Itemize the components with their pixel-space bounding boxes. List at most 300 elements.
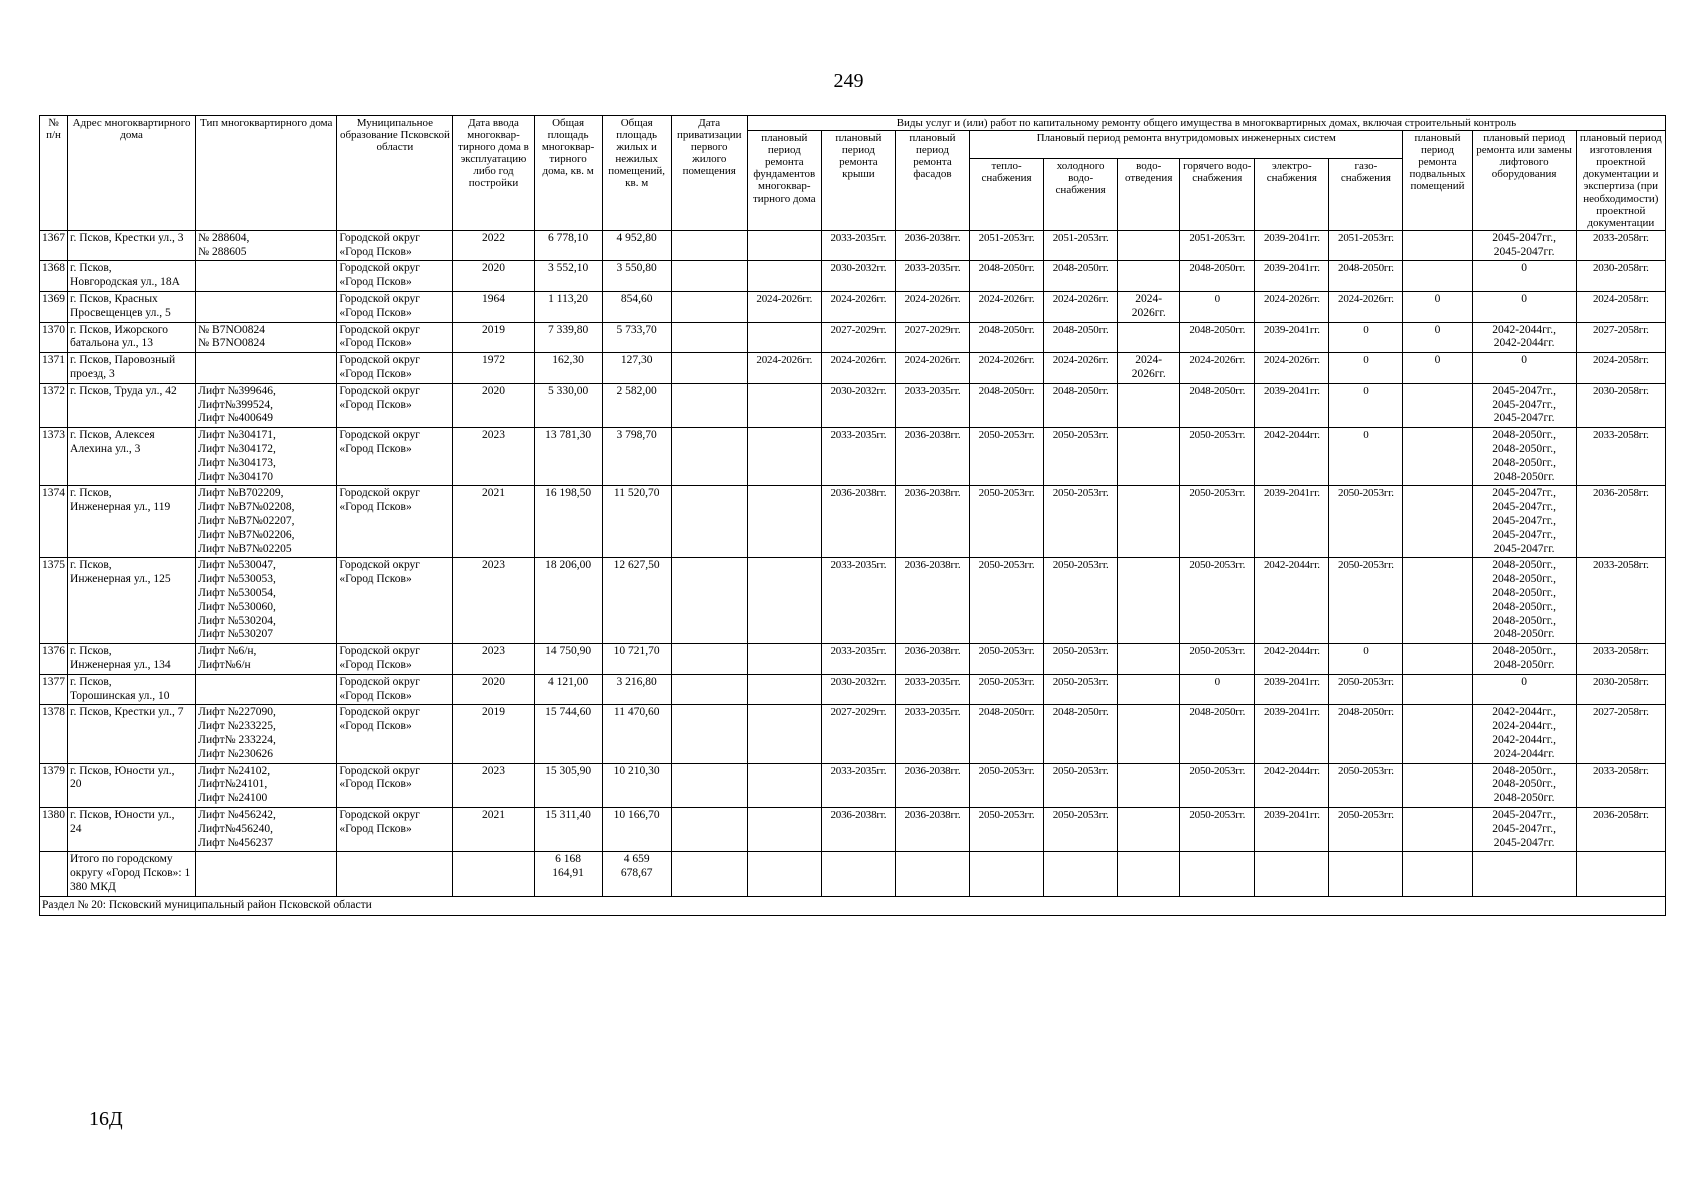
basement-cell: 0	[1403, 292, 1472, 323]
total-empty-cell	[821, 852, 895, 896]
drainage-cell	[1118, 705, 1180, 763]
cold-water-cell: 2050-2053гг.	[1044, 674, 1118, 705]
header-facade: плановый период ремонта фасадов	[895, 131, 969, 231]
total-empty-cell	[895, 852, 969, 896]
facade-cell: 2036-2038гг.	[895, 428, 969, 486]
table-row	[40, 261, 1666, 292]
foundation-cell	[747, 261, 821, 292]
privatization-cell	[671, 674, 747, 705]
roof-cell: 2027-2029гг.	[821, 322, 895, 353]
roof-cell: 2033-2035гг.	[821, 644, 895, 675]
privatization-cell	[671, 261, 747, 292]
row-number: 1380	[40, 807, 68, 851]
table-body	[40, 230, 1666, 851]
drainage-cell	[1118, 261, 1180, 292]
date-input-cell: 2022	[453, 230, 534, 261]
elevator-cell: 0	[1472, 353, 1576, 384]
roof-cell: 2030-2032гг.	[821, 383, 895, 427]
house-type-cell: Лифт №В702209, Лифт №В7№02208, Лифт №В7№02207, Лифт №В7№02206, Лифт №В7№02205	[196, 486, 337, 558]
total-area-cell: 4 121,00	[534, 674, 602, 705]
house-type-cell: Лифт №227090, Лифт №233225, Лифт№ 233224, Лифт №230626	[196, 705, 337, 763]
facade-cell: 2036-2038гг.	[895, 230, 969, 261]
address-cell: г. Псков, Торошинская ул., 10	[68, 674, 196, 705]
electric-cell: 2024-2026гг.	[1255, 292, 1329, 323]
foundation-cell: 2024-2026гг.	[747, 353, 821, 384]
total-row	[40, 852, 1666, 896]
electric-cell: 2039-2041гг.	[1255, 486, 1329, 558]
electric-cell: 2039-2041гг.	[1255, 230, 1329, 261]
total-area-cell: 162,30	[534, 353, 602, 384]
elevator-cell: 2045-2047гг., 2045-2047гг., 2045-2047гг., 2045-2047гг., 2045-2047гг.	[1472, 486, 1576, 558]
municipality-cell: Городской округ «Город Псков»	[337, 763, 453, 807]
cold-water-cell: 2048-2050гг.	[1044, 322, 1118, 353]
drainage-cell	[1118, 644, 1180, 675]
design-cell: 2030-2058гг.	[1576, 674, 1665, 705]
heat-cell: 2024-2026гг.	[970, 292, 1044, 323]
design-cell: 2027-2058гг.	[1576, 322, 1665, 353]
total-area-cell: 7 339,80	[534, 322, 602, 353]
total-empty-cell	[1180, 852, 1255, 896]
living-area-cell: 10 166,70	[602, 807, 671, 851]
heat-cell: 2048-2050гг.	[970, 261, 1044, 292]
hot-water-cell: 2050-2053гг.	[1180, 807, 1255, 851]
hot-water-cell: 2050-2053гг.	[1180, 486, 1255, 558]
header-municipality: Муниципальное образование Псковской области	[337, 116, 453, 231]
basement-cell	[1403, 674, 1472, 705]
elevator-cell: 0	[1472, 292, 1576, 323]
section-row	[40, 896, 1666, 915]
roof-cell: 2030-2032гг.	[821, 674, 895, 705]
total-total-area: 6 168 164,91	[534, 852, 602, 896]
total-mun-cell	[337, 852, 453, 896]
living-area-cell: 3 798,70	[602, 428, 671, 486]
total-empty-cell	[747, 852, 821, 896]
total-empty-cell	[1403, 852, 1472, 896]
total-area-cell: 15 305,90	[534, 763, 602, 807]
living-area-cell: 2 582,00	[602, 383, 671, 427]
footer-code: 16Д	[89, 1108, 123, 1130]
address-cell: г. Псков, Паровозный проезд, 3	[68, 353, 196, 384]
roof-cell: 2027-2029гг.	[821, 705, 895, 763]
municipality-cell: Городской округ «Город Псков»	[337, 353, 453, 384]
design-cell: 2030-2058гг.	[1576, 261, 1665, 292]
roof-cell: 2024-2026гг.	[821, 292, 895, 323]
total-area-cell: 1 113,20	[534, 292, 602, 323]
header-date-input: Дата ввода многоквар-тирного дома в эксплуатацию либо год постройки	[453, 116, 534, 231]
header-row-1	[40, 116, 1666, 131]
gas-cell: 0	[1329, 322, 1403, 353]
drainage-cell	[1118, 322, 1180, 353]
address-cell: г. Псков, Инженерная ул., 125	[68, 558, 196, 644]
house-type-cell: Лифт №304171, Лифт №304172, Лифт №304173, Лифт №304170	[196, 428, 337, 486]
elevator-cell: 2045-2047гг., 2045-2047гг., 2045-2047гг.	[1472, 383, 1576, 427]
foundation-cell	[747, 383, 821, 427]
total-area-cell: 16 198,50	[534, 486, 602, 558]
municipality-cell: Городской округ «Город Псков»	[337, 807, 453, 851]
table-row	[40, 383, 1666, 427]
total-area-cell: 3 552,10	[534, 261, 602, 292]
design-cell: 2024-2058гг.	[1576, 353, 1665, 384]
table-row	[40, 763, 1666, 807]
municipality-cell: Городской округ «Город Псков»	[337, 558, 453, 644]
address-cell: г. Псков, Инженерная ул., 134	[68, 644, 196, 675]
total-empty-cell	[671, 852, 747, 896]
house-type-cell: Лифт №6/н, Лифт№6/н	[196, 644, 337, 675]
privatization-cell	[671, 644, 747, 675]
header-design: плановый период изготовления проектной документации и экспертиза (при необходимости) проектной документации	[1576, 131, 1665, 231]
drainage-cell: 2024- 2026гг.	[1118, 292, 1180, 323]
foundation-cell: 2024-2026гг.	[747, 292, 821, 323]
header-address: Адрес многоквартирного дома	[68, 116, 196, 231]
total-label: Итого по городскому округу «Город Псков»: 1 380 МКД	[68, 852, 196, 896]
table-row	[40, 558, 1666, 644]
gas-cell: 0	[1329, 644, 1403, 675]
facade-cell: 2036-2038гг.	[895, 558, 969, 644]
facade-cell: 2036-2038гг.	[895, 763, 969, 807]
gas-cell: 2050-2053гг.	[1329, 674, 1403, 705]
foundation-cell	[747, 763, 821, 807]
date-input-cell: 2020	[453, 383, 534, 427]
cold-water-cell: 2024-2026гг.	[1044, 292, 1118, 323]
row-number: 1375	[40, 558, 68, 644]
header-heat: тепло-снабжения	[970, 158, 1044, 230]
heat-cell: 2050-2053гг.	[970, 486, 1044, 558]
municipality-cell: Городской округ «Город Псков»	[337, 644, 453, 675]
address-cell: г. Псков, Юности ул., 20	[68, 763, 196, 807]
total-living-area: 4 659 678,67	[602, 852, 671, 896]
hot-water-cell: 0	[1180, 292, 1255, 323]
drainage-cell	[1118, 383, 1180, 427]
house-type-cell: Лифт №456242, Лифт№456240, Лифт №456237	[196, 807, 337, 851]
basement-cell	[1403, 428, 1472, 486]
date-input-cell: 2023	[453, 644, 534, 675]
facade-cell: 2033-2035гг.	[895, 705, 969, 763]
total-date-cell	[453, 852, 534, 896]
date-input-cell: 2023	[453, 428, 534, 486]
hot-water-cell: 2050-2053гг.	[1180, 558, 1255, 644]
heat-cell: 2050-2053гг.	[970, 674, 1044, 705]
house-type-cell	[196, 353, 337, 384]
total-num-cell	[40, 852, 68, 896]
page-number: 249	[833, 70, 864, 92]
privatization-cell	[671, 807, 747, 851]
hot-water-cell: 2048-2050гг.	[1180, 705, 1255, 763]
gas-cell: 2050-2053гг.	[1329, 763, 1403, 807]
header-drainage: водо-отведения	[1118, 158, 1180, 230]
address-cell: г. Псков, Труда ул., 42	[68, 383, 196, 427]
cold-water-cell: 2050-2053гг.	[1044, 428, 1118, 486]
privatization-cell	[671, 353, 747, 384]
table-row	[40, 486, 1666, 558]
drainage-cell	[1118, 807, 1180, 851]
foundation-cell	[747, 807, 821, 851]
row-number: 1371	[40, 353, 68, 384]
cold-water-cell: 2051-2053гг.	[1044, 230, 1118, 261]
basement-cell: 0	[1403, 322, 1472, 353]
total-empty-cell	[970, 852, 1044, 896]
basement-cell	[1403, 558, 1472, 644]
total-empty-cell	[1472, 852, 1576, 896]
design-cell: 2033-2058гг.	[1576, 428, 1665, 486]
house-type-cell: Лифт №399646, Лифт№399524, Лифт №400649	[196, 383, 337, 427]
municipality-cell: Городской округ «Город Псков»	[337, 383, 453, 427]
date-input-cell: 2019	[453, 705, 534, 763]
hot-water-cell: 2050-2053гг.	[1180, 644, 1255, 675]
hot-water-cell: 2024-2026гг.	[1180, 353, 1255, 384]
elevator-cell: 2042-2044гг., 2042-2044гг.	[1472, 322, 1576, 353]
total-empty-cell	[1576, 852, 1665, 896]
roof-cell: 2024-2026гг.	[821, 353, 895, 384]
table-row	[40, 292, 1666, 323]
drainage-cell	[1118, 558, 1180, 644]
electric-cell: 2042-2044гг.	[1255, 558, 1329, 644]
municipality-cell: Городской округ «Город Псков»	[337, 674, 453, 705]
foundation-cell	[747, 230, 821, 261]
hot-water-cell: 0	[1180, 674, 1255, 705]
basement-cell	[1403, 230, 1472, 261]
house-type-cell: № 288604, № 288605	[196, 230, 337, 261]
facade-cell: 2033-2035гг.	[895, 261, 969, 292]
design-cell: 2033-2058гг.	[1576, 230, 1665, 261]
house-type-cell: Лифт №24102, Лифт№24101, Лифт №24100	[196, 763, 337, 807]
header-type: Тип многоквартирного дома	[196, 116, 337, 231]
roof-cell: 2033-2035гг.	[821, 558, 895, 644]
table-row	[40, 428, 1666, 486]
municipality-cell: Городской округ «Город Псков»	[337, 428, 453, 486]
gas-cell: 2051-2053гг.	[1329, 230, 1403, 261]
cold-water-cell: 2050-2053гг.	[1044, 763, 1118, 807]
roof-cell: 2033-2035гг.	[821, 230, 895, 261]
elevator-cell: 2048-2050гг., 2048-2050гг.	[1472, 644, 1576, 675]
heat-cell: 2048-2050гг.	[970, 322, 1044, 353]
facade-cell: 2036-2038гг.	[895, 807, 969, 851]
total-area-cell: 14 750,90	[534, 644, 602, 675]
header-foundation: плановый период ремонта фундаментов многоквар-тирного дома	[747, 131, 821, 231]
heat-cell: 2050-2053гг.	[970, 807, 1044, 851]
address-cell: г. Псков, Инженерная ул., 119	[68, 486, 196, 558]
electric-cell: 2039-2041гг.	[1255, 322, 1329, 353]
date-input-cell: 1972	[453, 353, 534, 384]
electric-cell: 2039-2041гг.	[1255, 383, 1329, 427]
design-cell: 2033-2058гг.	[1576, 763, 1665, 807]
header-systems-group: Плановый период ремонта внутридомовых инженерных систем	[970, 131, 1403, 159]
hot-water-cell: 2048-2050гг.	[1180, 322, 1255, 353]
foundation-cell	[747, 644, 821, 675]
address-cell: г. Псков, Крестки ул., 7	[68, 705, 196, 763]
heat-cell: 2051-2053гг.	[970, 230, 1044, 261]
date-input-cell: 2023	[453, 763, 534, 807]
total-area-cell: 5 330,00	[534, 383, 602, 427]
privatization-cell	[671, 763, 747, 807]
header-electric: электро-снабжения	[1255, 158, 1329, 230]
living-area-cell: 127,30	[602, 353, 671, 384]
living-area-cell: 3 216,80	[602, 674, 671, 705]
design-cell: 2033-2058гг.	[1576, 644, 1665, 675]
gas-cell: 0	[1329, 428, 1403, 486]
cold-water-cell: 2048-2050гг.	[1044, 261, 1118, 292]
heat-cell: 2050-2053гг.	[970, 558, 1044, 644]
elevator-cell: 2048-2050гг., 2048-2050гг., 2048-2050гг., 2048-2050гг., 2048-2050гг., 2048-2050гг.	[1472, 558, 1576, 644]
table-row	[40, 322, 1666, 353]
privatization-cell	[671, 428, 747, 486]
hot-water-cell: 2048-2050гг.	[1180, 383, 1255, 427]
electric-cell: 2039-2041гг.	[1255, 674, 1329, 705]
municipality-cell: Городской округ «Город Псков»	[337, 705, 453, 763]
basement-cell	[1403, 261, 1472, 292]
date-input-cell: 2023	[453, 558, 534, 644]
hot-water-cell: 2050-2053гг.	[1180, 763, 1255, 807]
header-privatization: Дата приватизации первого жилого помещения	[671, 116, 747, 231]
basement-cell	[1403, 807, 1472, 851]
total-area-cell: 13 781,30	[534, 428, 602, 486]
cold-water-cell: 2050-2053гг.	[1044, 486, 1118, 558]
row-number: 1379	[40, 763, 68, 807]
basement-cell	[1403, 383, 1472, 427]
design-cell: 2027-2058гг.	[1576, 705, 1665, 763]
address-cell: г. Псков, Ижорского батальона ул., 13	[68, 322, 196, 353]
facade-cell: 2033-2035гг.	[895, 674, 969, 705]
privatization-cell	[671, 292, 747, 323]
drainage-cell	[1118, 486, 1180, 558]
heat-cell: 2048-2050гг.	[970, 705, 1044, 763]
total-area-cell: 6 778,10	[534, 230, 602, 261]
total-empty-cell	[1329, 852, 1403, 896]
heat-cell: 2050-2053гг.	[970, 428, 1044, 486]
drainage-cell	[1118, 763, 1180, 807]
table-row	[40, 353, 1666, 384]
house-type-cell	[196, 261, 337, 292]
privatization-cell	[671, 383, 747, 427]
facade-cell: 2024-2026гг.	[895, 292, 969, 323]
foundation-cell	[747, 428, 821, 486]
roof-cell: 2036-2038гг.	[821, 807, 895, 851]
roof-cell: 2033-2035гг.	[821, 763, 895, 807]
design-cell: 2030-2058гг.	[1576, 383, 1665, 427]
header-basement: плановый период ремонта подвальных помещений	[1403, 131, 1472, 231]
header-total-area: Общая площадь многоквар-тирного дома, кв. м	[534, 116, 602, 231]
table-row	[40, 807, 1666, 851]
electric-cell: 2039-2041гг.	[1255, 705, 1329, 763]
row-number: 1372	[40, 383, 68, 427]
table-row	[40, 674, 1666, 705]
house-type-cell: № В7NO0824 № В7NO0824	[196, 322, 337, 353]
gas-cell: 2048-2050гг.	[1329, 705, 1403, 763]
header-living-area: Общая площадь жилых и нежилых помещений, кв. м	[602, 116, 671, 231]
living-area-cell: 5 733,70	[602, 322, 671, 353]
municipality-cell: Городской округ «Город Псков»	[337, 486, 453, 558]
facade-cell: 2024-2026гг.	[895, 353, 969, 384]
row-number: 1370	[40, 322, 68, 353]
row-number: 1378	[40, 705, 68, 763]
foundation-cell	[747, 705, 821, 763]
privatization-cell	[671, 558, 747, 644]
date-input-cell: 2020	[453, 261, 534, 292]
date-input-cell: 1964	[453, 292, 534, 323]
living-area-cell: 10 210,30	[602, 763, 671, 807]
house-type-cell	[196, 292, 337, 323]
gas-cell: 2024-2026гг.	[1329, 292, 1403, 323]
row-number: 1376	[40, 644, 68, 675]
living-area-cell: 4 952,80	[602, 230, 671, 261]
total-area-cell: 18 206,00	[534, 558, 602, 644]
total-type-cell	[196, 852, 337, 896]
table-row	[40, 230, 1666, 261]
elevator-cell: 2045-2047гг., 2045-2047гг., 2045-2047гг.	[1472, 807, 1576, 851]
header-roof: плановый период ремонта крыши	[821, 131, 895, 231]
foundation-cell	[747, 322, 821, 353]
facade-cell: 2027-2029гг.	[895, 322, 969, 353]
living-area-cell: 12 627,50	[602, 558, 671, 644]
design-cell: 2033-2058гг.	[1576, 558, 1665, 644]
address-cell: г. Псков, Крестки ул., 3	[68, 230, 196, 261]
house-type-cell: Лифт №530047, Лифт №530053, Лифт №530054, Лифт №530060, Лифт №530204, Лифт №530207	[196, 558, 337, 644]
date-input-cell: 2021	[453, 486, 534, 558]
elevator-cell: 0	[1472, 261, 1576, 292]
electric-cell: 2042-2044гг.	[1255, 428, 1329, 486]
cold-water-cell: 2048-2050гг.	[1044, 383, 1118, 427]
row-number: 1367	[40, 230, 68, 261]
header-gas: газо-снабжения	[1329, 158, 1403, 230]
table-row	[40, 644, 1666, 675]
drainage-cell	[1118, 674, 1180, 705]
electric-cell: 2039-2041гг.	[1255, 261, 1329, 292]
address-cell: г. Псков, Юности ул., 24	[68, 807, 196, 851]
heat-cell: 2048-2050гг.	[970, 383, 1044, 427]
hot-water-cell: 2048-2050гг.	[1180, 261, 1255, 292]
heat-cell: 2024-2026гг.	[970, 353, 1044, 384]
total-area-cell: 15 311,40	[534, 807, 602, 851]
electric-cell: 2024-2026гг.	[1255, 353, 1329, 384]
gas-cell: 2050-2053гг.	[1329, 486, 1403, 558]
row-number: 1369	[40, 292, 68, 323]
facade-cell: 2033-2035гг.	[895, 383, 969, 427]
address-cell: г. Псков, Новгородская ул., 18А	[68, 261, 196, 292]
capital-repair-table	[39, 115, 1666, 916]
municipality-cell: Городской округ «Город Псков»	[337, 322, 453, 353]
elevator-cell: 2045-2047гг., 2045-2047гг.	[1472, 230, 1576, 261]
gas-cell: 0	[1329, 383, 1403, 427]
privatization-cell	[671, 230, 747, 261]
total-empty-cell	[1044, 852, 1118, 896]
foundation-cell	[747, 674, 821, 705]
drainage-cell: 2024- 2026гг.	[1118, 353, 1180, 384]
foundation-cell	[747, 486, 821, 558]
design-cell: 2036-2058гг.	[1576, 486, 1665, 558]
cold-water-cell: 2048-2050гг.	[1044, 705, 1118, 763]
heat-cell: 2050-2053гг.	[970, 644, 1044, 675]
row-number: 1374	[40, 486, 68, 558]
total-area-cell: 15 744,60	[534, 705, 602, 763]
basement-cell: 0	[1403, 353, 1472, 384]
basement-cell	[1403, 486, 1472, 558]
cold-water-cell: 2024-2026гг.	[1044, 353, 1118, 384]
electric-cell: 2042-2044гг.	[1255, 763, 1329, 807]
privatization-cell	[671, 705, 747, 763]
row-number: 1373	[40, 428, 68, 486]
cold-water-cell: 2050-2053гг.	[1044, 558, 1118, 644]
date-input-cell: 2021	[453, 807, 534, 851]
roof-cell: 2033-2035гг.	[821, 428, 895, 486]
elevator-cell: 2048-2050гг., 2048-2050гг., 2048-2050гг.	[1472, 763, 1576, 807]
electric-cell: 2042-2044гг.	[1255, 644, 1329, 675]
gas-cell: 2050-2053гг.	[1329, 807, 1403, 851]
roof-cell: 2036-2038гг.	[821, 486, 895, 558]
drainage-cell	[1118, 428, 1180, 486]
living-area-cell: 11 470,60	[602, 705, 671, 763]
table-row	[40, 705, 1666, 763]
heat-cell: 2050-2053гг.	[970, 763, 1044, 807]
cold-water-cell: 2050-2053гг.	[1044, 807, 1118, 851]
